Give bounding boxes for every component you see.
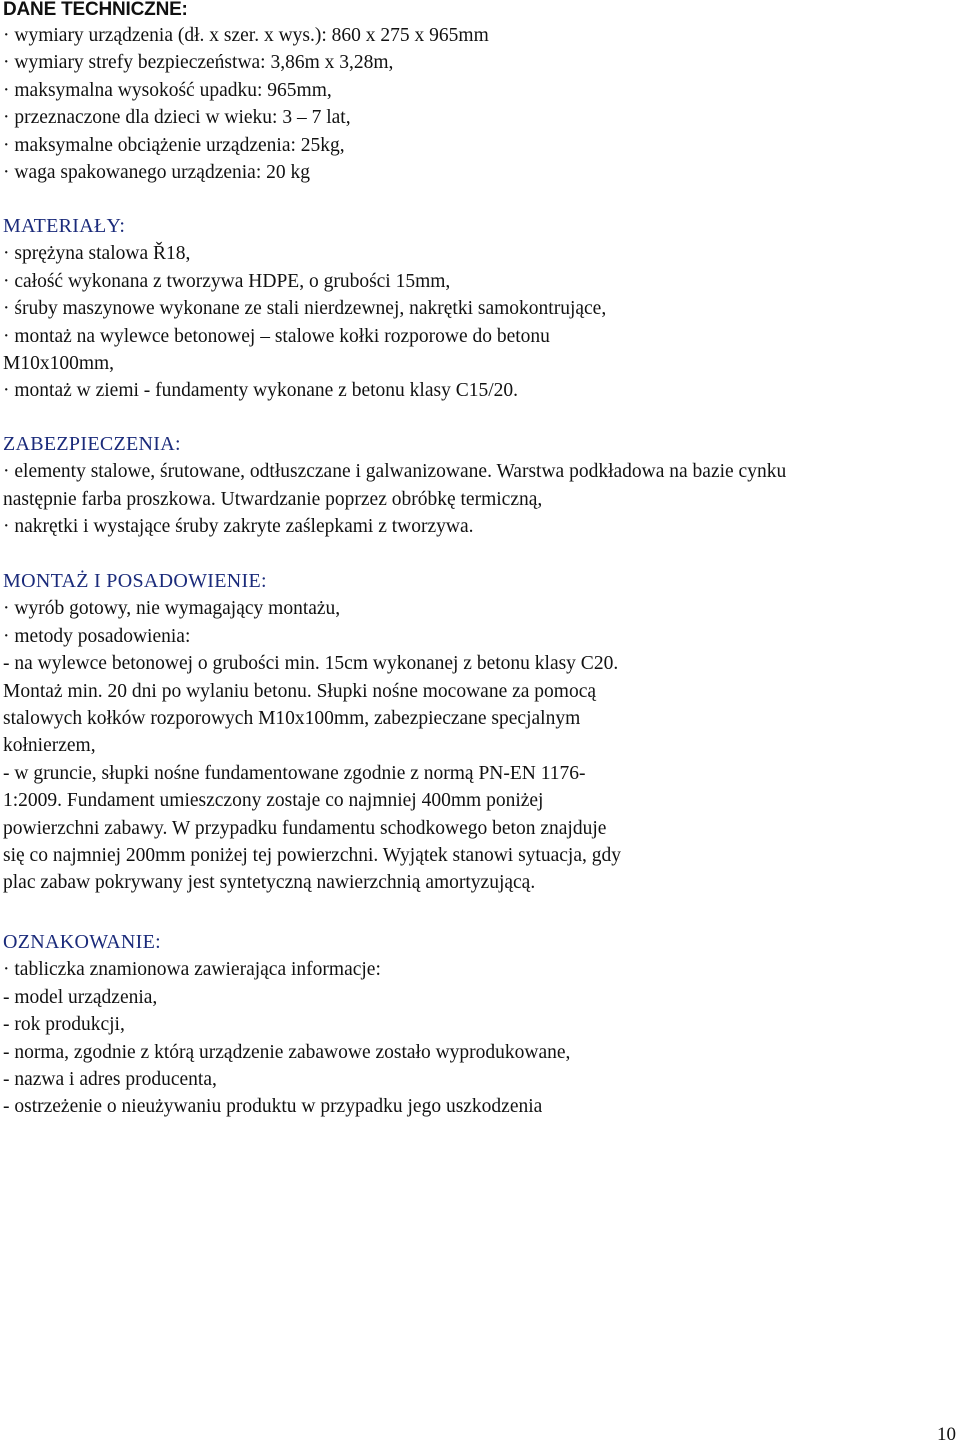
text-line: · waga spakowanego urządzenia: 20 kg [3, 162, 311, 184]
text-line: · sprężyna stalowa Ř18, [3, 243, 191, 265]
text-line: następnie farba proszkowa. Utwardzanie poprzez obróbkę termiczną, [3, 488, 543, 510]
text-line: · montaż na wylewce betonowej – stalowe kołki rozporowe do betonu [3, 325, 550, 347]
text-line: · tabliczka znamionowa zawierająca informacje: [3, 959, 381, 981]
text-line: · elementy stalowe, śrutowane, odtłuszczane i galwanizowane. Warstwa podkładowa na bazie cynku [3, 461, 787, 483]
text-line: · śruby maszynowe wykonane ze stali nierdzewnej, nakrętki samokontrujące, [3, 298, 607, 320]
text-line: · maksymalne obciążenie urządzenia: 25kg, [3, 134, 345, 156]
text-line: - nazwa i adres producenta, [3, 1069, 217, 1091]
text-line: · maksymalna wysokość upadku: 965mm, [3, 79, 332, 101]
page-number: 10 [937, 1424, 956, 1445]
text-line: - model urządzenia, [3, 986, 158, 1008]
text-line: - norma, zgodnie z którą urządzenie zabawowe zostało wyprodukowane, [3, 1041, 571, 1063]
text-line: · montaż w ziemi - fundamenty wykonane z betonu klasy C15/20. [3, 380, 518, 402]
section-heading-marking: OZNAKOWANIE: [3, 931, 162, 953]
section-tech [3, 22, 958, 186]
section-heading-installation: MONTAŻ I POSADOWIENIE: [3, 570, 267, 592]
text-line: · wyrób gotowy, nie wymagający montażu, [3, 598, 341, 620]
text-line: powierzchni zabawy. W przypadku fundamentu schodkowego beton znajduje [3, 817, 607, 839]
section-heading-materials: MATERIAŁY: [3, 215, 126, 237]
section-installation [3, 568, 958, 897]
text-line: kołnierzem, [3, 735, 96, 757]
section-heading-protection: ZABEZPIECZENIA: [3, 433, 181, 455]
text-line: · wymiary urządzenia (dł. x szer. x wys.): 860 x 275 x 965mm [3, 25, 489, 46]
text-line: - ostrzeżenie o nieużywaniu produktu w przypadku jego uszkodzenia [3, 1096, 543, 1118]
text-line: się co najmniej 200mm poniżej tej powierzchni. Wyjątek stanowi sytuacja, gdy [3, 845, 621, 867]
text-line: Montaż min. 20 dni po wylaniu betonu. Słupki nośne mocowane za pomocą [3, 680, 597, 702]
text-line: stalowych kołków rozporowych M10x100mm, zabezpieczane specjalnym [3, 708, 581, 730]
text-line: - rok produkcji, [3, 1014, 125, 1036]
section-materials [3, 213, 958, 405]
text-line: · metody posadowienia: [3, 625, 191, 647]
text-line: - na wylewce betonowej o grubości min. 15cm wykonanej z betonu klasy C20. [3, 653, 619, 675]
text-line: · przeznaczone dla dzieci w wieku: 3 – 7 lat, [3, 107, 351, 129]
text-line: plac zabaw pokrywany jest syntetyczną nawierzchnią amortyzującą. [3, 872, 536, 894]
text-line: · nakrętki i wystające śruby zakryte zaślepkami z tworzywa. [3, 516, 474, 538]
text-line: · wymiary strefy bezpieczeństwa: 3,86m x 3,28m, [3, 52, 394, 74]
section-protection [3, 431, 958, 541]
section-heading-tech: DANE TECHNICZNE: [3, 0, 188, 20]
text-line: M10x100mm, [3, 353, 115, 375]
text-line: · całość wykonana z tworzywa HDPE, o grubości 15mm, [3, 270, 451, 292]
text-line: 1:2009. Fundament umieszczony zostaje co najmniej 400mm poniżej [3, 790, 544, 812]
section-marking [3, 929, 958, 1121]
text-line: - w gruncie, słupki nośne fundamentowane zgodnie z normą PN-EN 1176- [3, 762, 586, 784]
